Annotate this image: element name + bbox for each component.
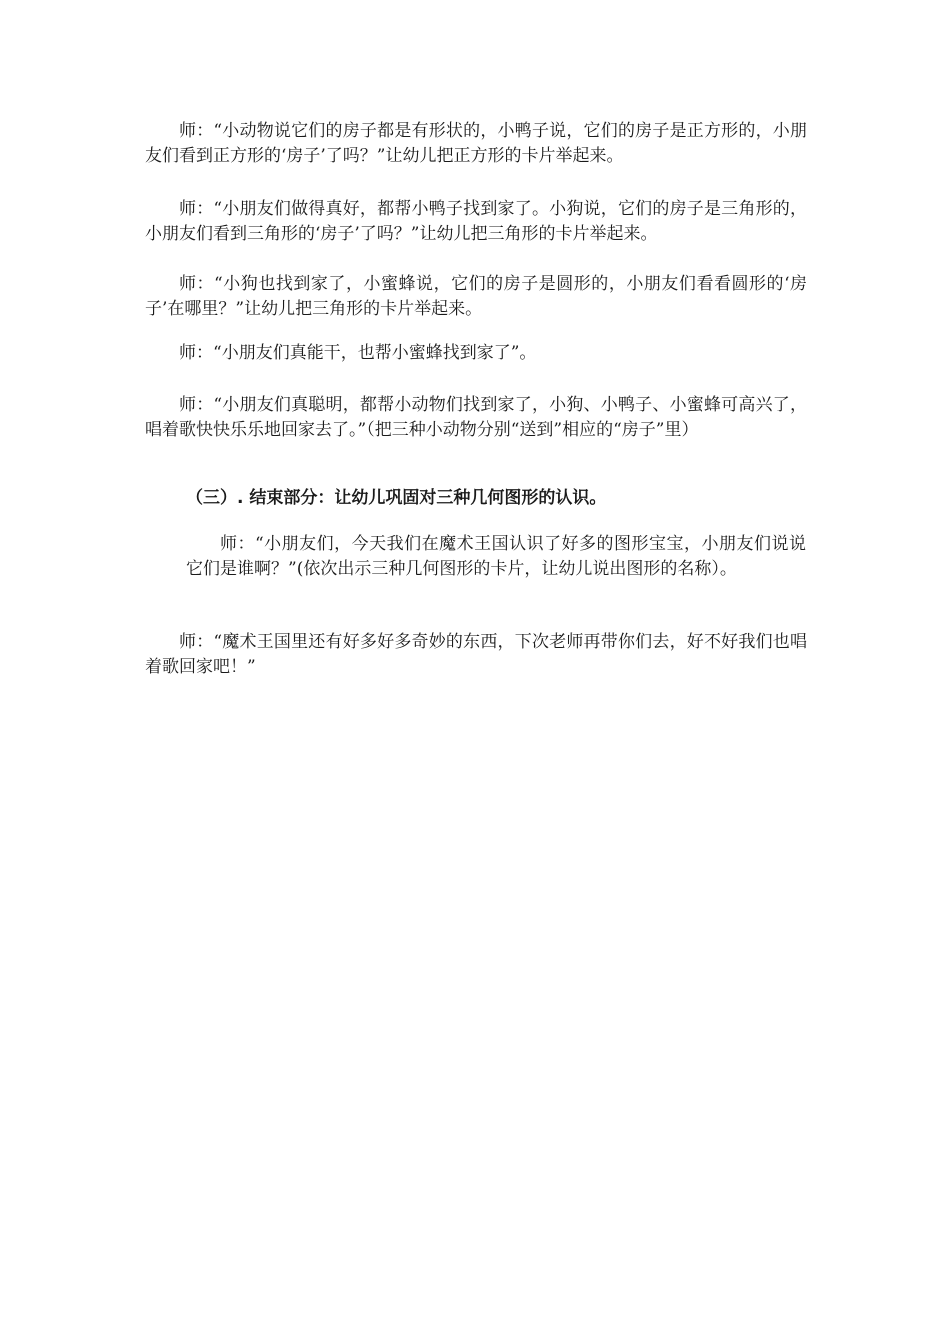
paragraph-bee-circle: 师：“小狗也找到家了，小蜜蜂说，它们的房子是圆形的，小朋友们看看圆形的‘房子’在哪里？”让幼儿把三角形的卡片举起来。 — [145, 274, 807, 319]
paragraph-closing: 师：“魔术王国里还有好多好多奇妙的东西，下次老师再带你们去，好不好我们也唱着歌回家吧！” — [145, 632, 807, 677]
paragraph-shape-review: 师：“小朋友们，今天我们在魔术王国认识了好多的图形宝宝，小朋友们说说它们是谁啊？”(依次出示三种几何图形的卡片，让幼儿说出图形的名称）。 — [186, 534, 806, 579]
paragraph-duck-square: 师：“小动物说它们的房子都是有形状的，小鸭子说，它们的房子是正方形的，小朋友们看到正方形的‘房子’了吗？”让幼儿把正方形的卡片举起来。 — [145, 121, 807, 166]
paragraph-dog-triangle: 师：“小朋友们做得真好，都帮小鸭子找到家了。小狗说，它们的房子是三角形的，小朋友们看到三角形的‘房子’了吗？”让幼儿把三角形的卡片举起来。 — [145, 199, 807, 244]
section-heading: （三）. 结束部分：让幼儿巩固对三种几何图形的认识。 — [186, 488, 607, 508]
paragraph-animals-go-home: 师：“小朋友们真聪明，都帮小动物们找到家了，小狗、小鸭子、小蜜蜂可高兴了，唱着歌快快乐乐地回家去了。”（把三种小动物分别“送到”相应的“房子”里） — [145, 395, 807, 440]
paragraph-bee-found-home: 师：“小朋友们真能干，也帮小蜜蜂找到家了”。 — [179, 343, 537, 363]
